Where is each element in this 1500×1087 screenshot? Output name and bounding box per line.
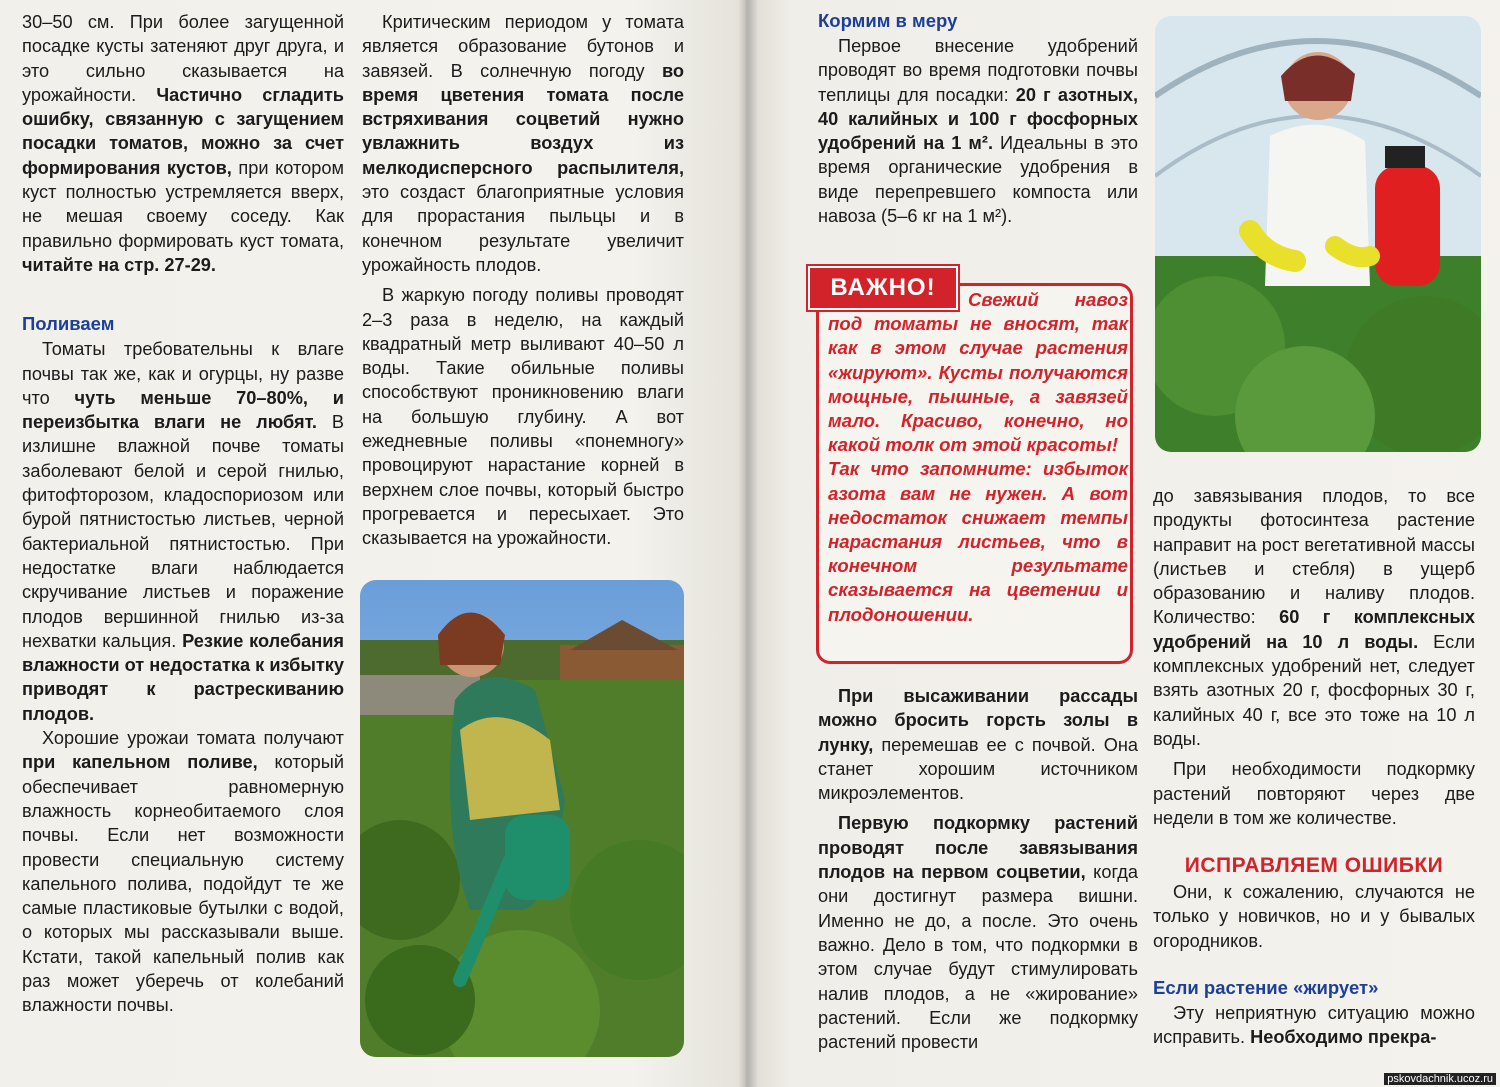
- paragraph: 30–50 см. При более загущенной посадке кусты затеняют друг друга, и это сильно сказывается на урожайности. Частично сгладить ошибку, связанную с загущением посадки томатов, можно за счет формирования кустов, при котором куст полностью устремляется вверх, не мешая своему соседу. Как правильно формировать куст томата, читайте на стр. 27-29.: [22, 12, 344, 275]
- paragraph: Первое внесение удобрений проводят во время подготовки почвы теплицы для посадки: 20 г азотных, 40 калийных и 100 г фосфорных удобрений на 1 м². Идеальны в это время органические удобрения в виде перепревшего компоста или навоза (5–6 кг на 1 м²).: [818, 36, 1138, 227]
- paragraph: Эту неприятную ситуацию можно исправить. Необходимо прекра-: [1153, 1003, 1475, 1048]
- left-column-1: [22, 10, 344, 1018]
- left-column-2: [362, 10, 684, 551]
- photo-woman-greenhouse: [1155, 16, 1481, 452]
- paragraph: до завязывания плодов, то все продукты фотосинтеза растение направит на рост вегетативной массы (листьев и стебля) в ущерб образованию и наливу плодов. Количество: 60 г комплексных удобрений на 10 л воды. Если комплексных удобрений нет, следует взять азотных 20 г, фосфорных 30 г, калийных 40 г, все это тоже на 10 л воды.: [1153, 486, 1475, 749]
- page-spine: [738, 0, 758, 1087]
- paragraph: Томаты требовательны к влаге почвы так же, как и огурцы, ну разве что чуть меньше 70–80%, и переизбытка влаги не любят. В излишне влажной почве томаты заболевают белой и серой гнилью, фитофторозом, кладоспориозом или бурой пятнистостью листьев, черной бактериальной пятнистостью. При недостатке влаги наблюдается скручивание листьев и поражение плодов вершинной гнилью из-за нехватки кальция. Резкие колебания влажности от недостатка к избытку приводят к растрескиванию плодов.: [22, 339, 344, 724]
- photo-woman-watering: [360, 580, 684, 1057]
- watermark: pskovdachnik.ucoz.ru: [1384, 1073, 1496, 1085]
- important-label: ВАЖНО!: [808, 266, 958, 310]
- heading-plant-fattening: Если растение «жирует»: [1153, 977, 1379, 999]
- paragraph: Критическим периодом у томата является образование бутонов и завязей. В солнечную погоду во время цветения томата после встряхивания соцветий нужно увлажнить воздух из мелкодисперсного распылителя, это создаст благоприятные условия для прорастания пыльцы и в конечном результате увеличит урожайность плодов.: [362, 12, 684, 275]
- important-callout-text: Свежий навоз под томаты не вносят, так как в этом случае растения «жируют». Кусты получаются мощные, пышные, а завязей мало. Красиво, конечно, но какой толк от этой красоты! Так что запомните: избыток азота вам не нужен. А вот недостаток снижает темпы нарастания листьев, что в конечном результате сказывается на цветении и плодоношении.: [828, 289, 1128, 625]
- right-column-1-continued: [818, 684, 1138, 1054]
- heading-fixing-errors: ИСПРАВЛЯЕМ ОШИБКИ: [1184, 854, 1444, 878]
- paragraph: В жаркую погоду поливы проводят 2–3 раза в неделю, на каждый квадратный метр выливают 40–50 л воды. Такие обильные поливы способствуют проникновению влаги на большую глубину. А вот ежедневные поливы «понемногу» провоцируют нарастание корней в верхнем слое почвы, который быстро прогревается и пересыхает. Это сказывается на урожайности.: [362, 285, 684, 549]
- paragraph: Они, к сожалению, случаются не только у новичков, но и у бывалых огородников.: [1153, 882, 1475, 951]
- heading-watering: Поливаем: [22, 313, 115, 335]
- paragraph: При высаживании рассады можно бросить горсть золы в лунку, перемешав ее с почвой. Она станет хорошим источником микроэлементов.: [818, 686, 1138, 804]
- paragraph: Хорошие урожаи томата получают при капельном поливе, который обеспечивает равномерную влажность корнеобитаемого слоя почвы. Если нет возможности провести специальную систему капельного полива, подойдут те же самые пластиковые бутылки с водой, о которых мы рассказывали выше. Кстати, такой капельный полив как раз может уберечь от колебаний влажности почвы.: [22, 728, 344, 1016]
- right-column-1: [818, 8, 1138, 228]
- paragraph: При необходимости подкормку растений повторяют через две недели в том же количестве.: [1153, 759, 1475, 828]
- right-column-2: [1153, 484, 1475, 1050]
- paragraph: Первую подкормку растений проводят после завязывания плодов на первом соцветии, когда они достигнут размера вишни. Именно не до, а после. Это очень важно. Дело в том, что подкормки в этом случае будут стимулировать налив плодов, а не «жирование» растений. Если же подкормку растений провести: [818, 813, 1139, 1053]
- heading-feeding: Кормим в меру: [818, 10, 958, 31]
